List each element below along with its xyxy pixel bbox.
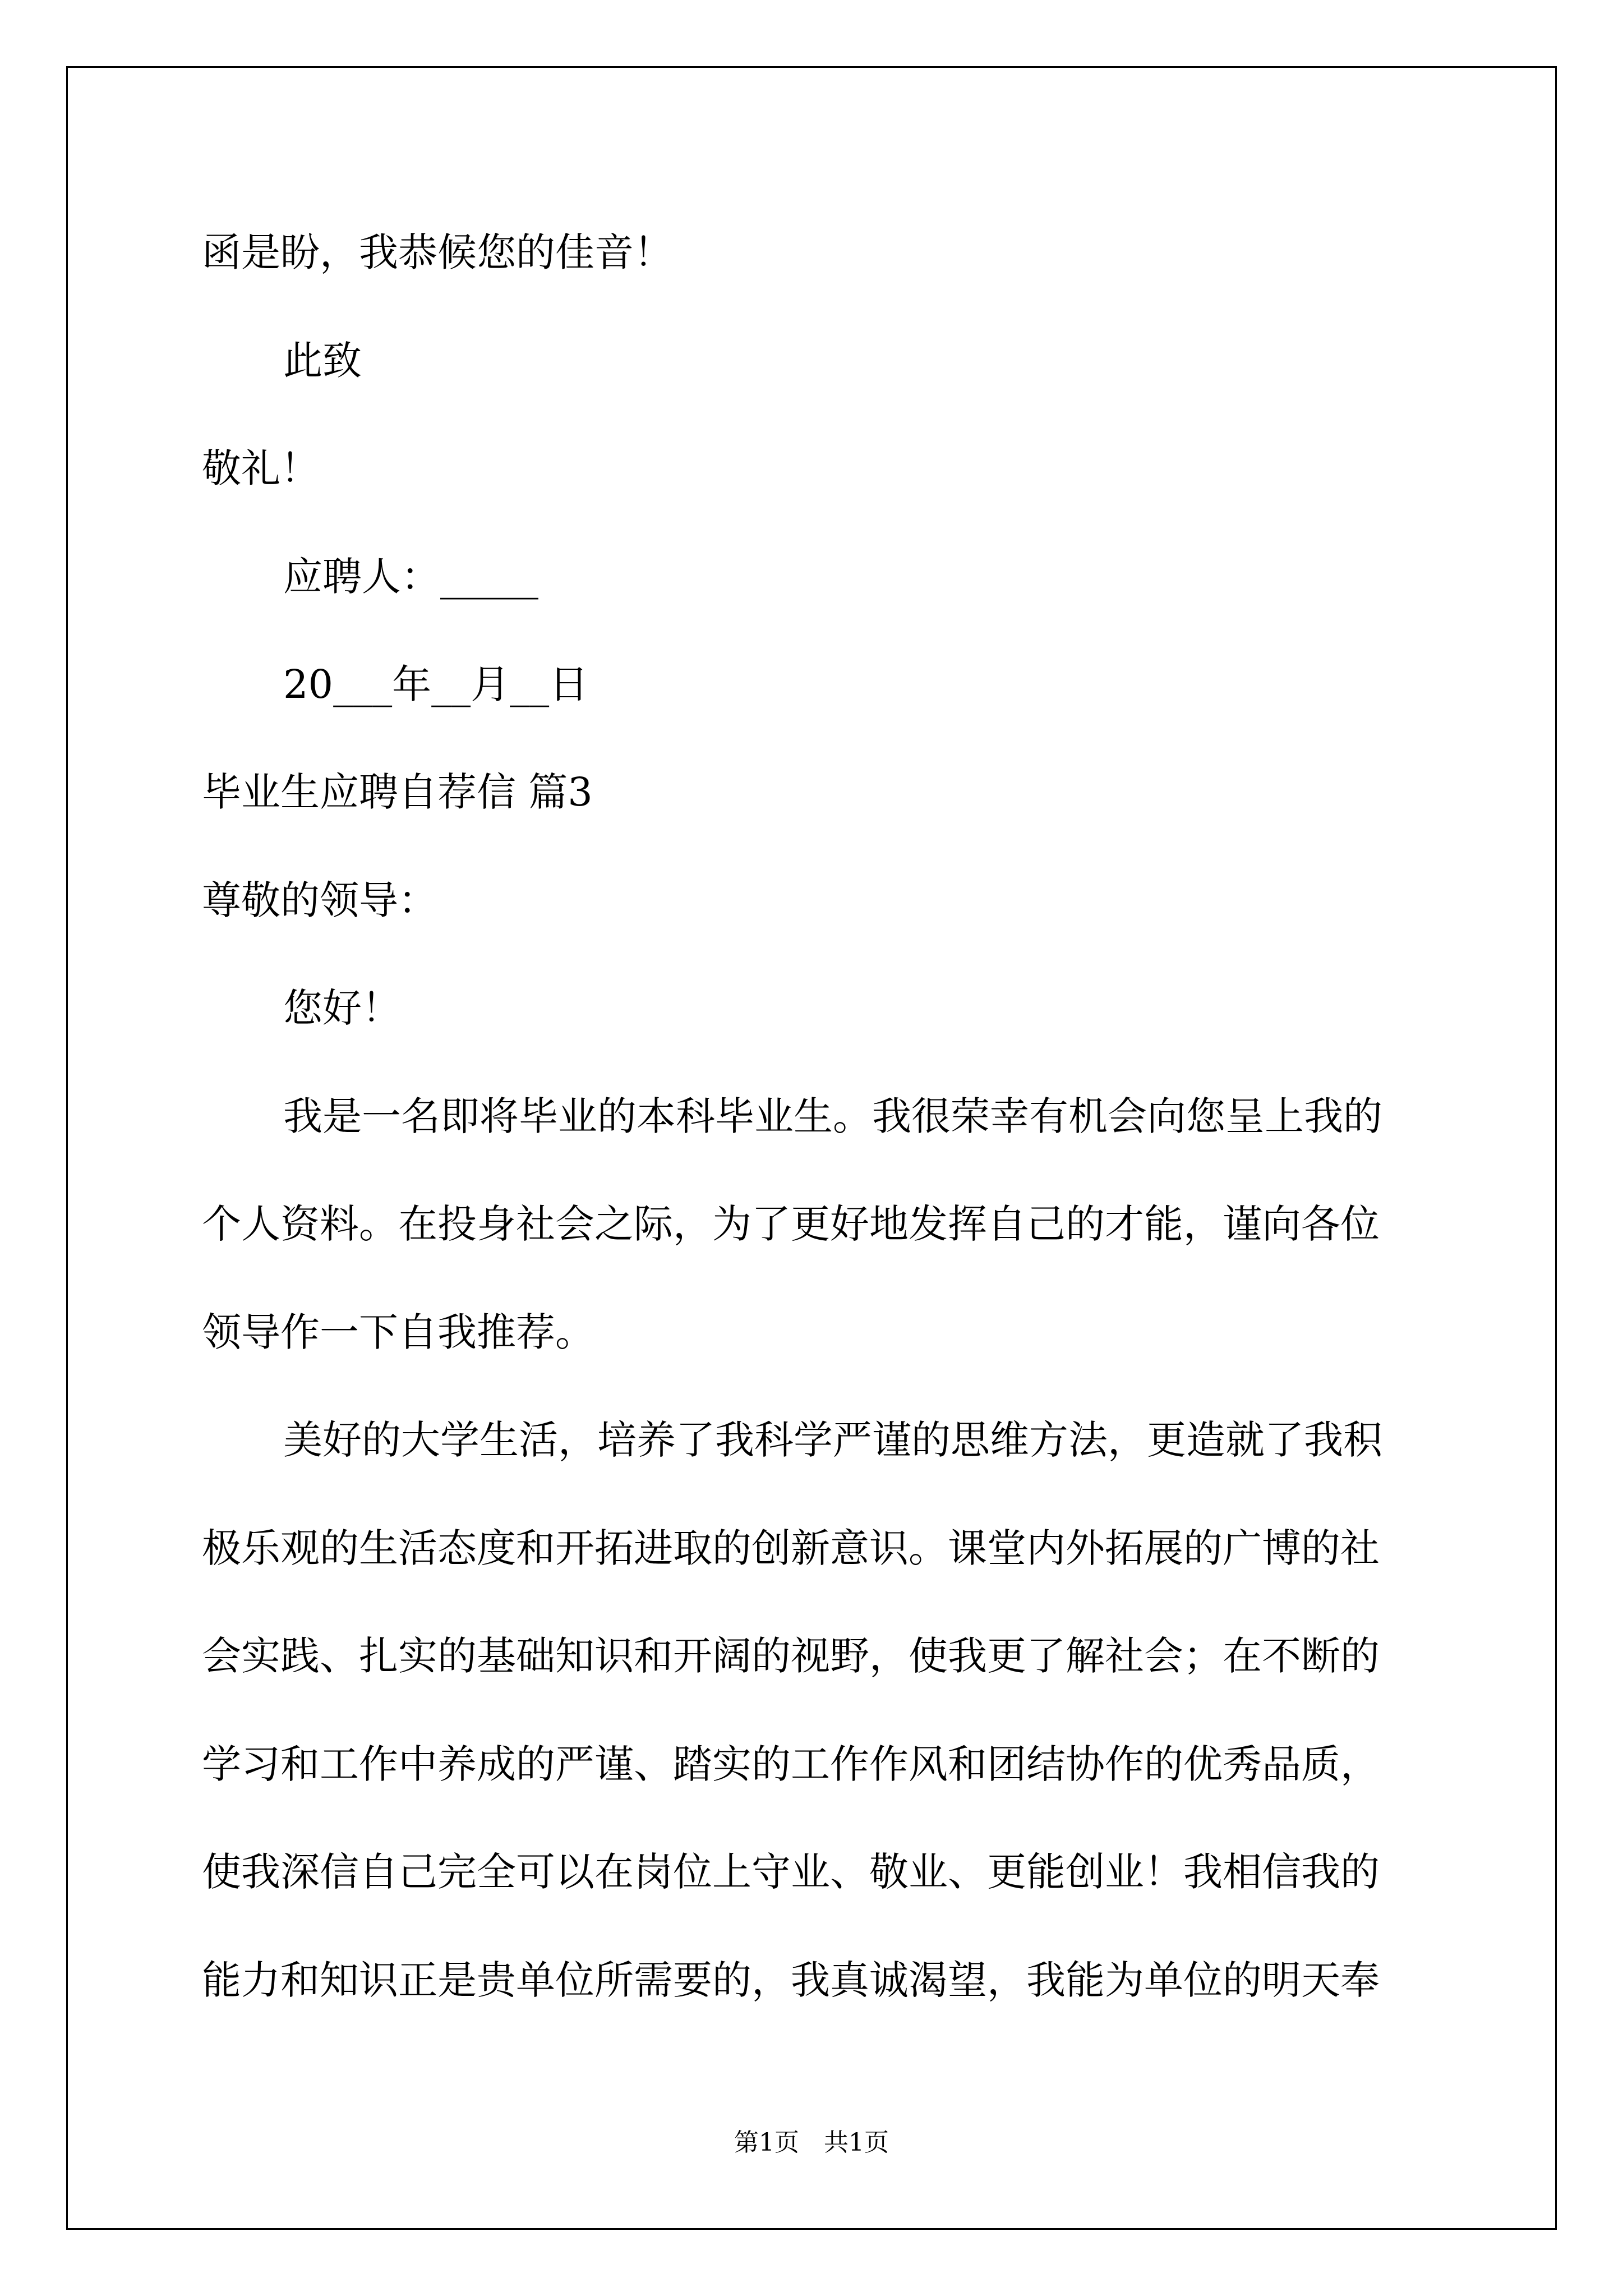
paragraph-2-line: 学习和工作中养成的严谨、踏实的工作作风和团结协作的优秀品质， [202,1741,1380,1787]
paragraph-2-line: 使我深信自己完全可以在岗位上守业、敬业、更能创业！我相信我的 [202,1849,1380,1895]
paragraph-1-line: 我是一名即将毕业的本科毕业生。我很荣幸有机会向您呈上我的 [283,1093,1382,1139]
salutation-ci-zhi: 此致 [283,338,362,384]
paragraph-1-line: 领导作一下自我推荐。 [202,1309,594,1355]
paragraph-2-line: 极乐观的生活态度和开拓进取的创新意识。课堂内外拓展的广博的社 [202,1525,1380,1571]
hello-line: 您好！ [283,985,401,1031]
paragraph-2-line: 会实践、扎实的基础知识和开阔的视野，使我更了解社会；在不断的 [202,1633,1380,1679]
paragraph-2-line: 美好的大学生活，培养了我科学严谨的思维方法，更造就了我积 [283,1417,1382,1463]
paragraph-2-line: 能力和知识正是贵单位所需要的，我真诚渴望，我能为单位的明天奉 [202,1957,1380,2003]
section-heading: 毕业生应聘自荐信 篇3 [202,769,593,815]
greeting: 尊敬的领导： [202,877,437,923]
paragraph-1-line: 个人资料。在投身社会之际，为了更好地发挥自己的才能，谨向各位 [202,1201,1380,1247]
page-border [66,66,1557,2230]
salutation-jing-li: 敬礼！ [202,445,320,491]
closing-line: 函是盼，我恭候您的佳音！ [202,229,673,275]
page-number-footer: 第1页 共1页 [734,2128,889,2157]
date-line: 20___年__月__日 [283,661,589,707]
applicant-line: 应聘人：_____ [283,554,538,600]
